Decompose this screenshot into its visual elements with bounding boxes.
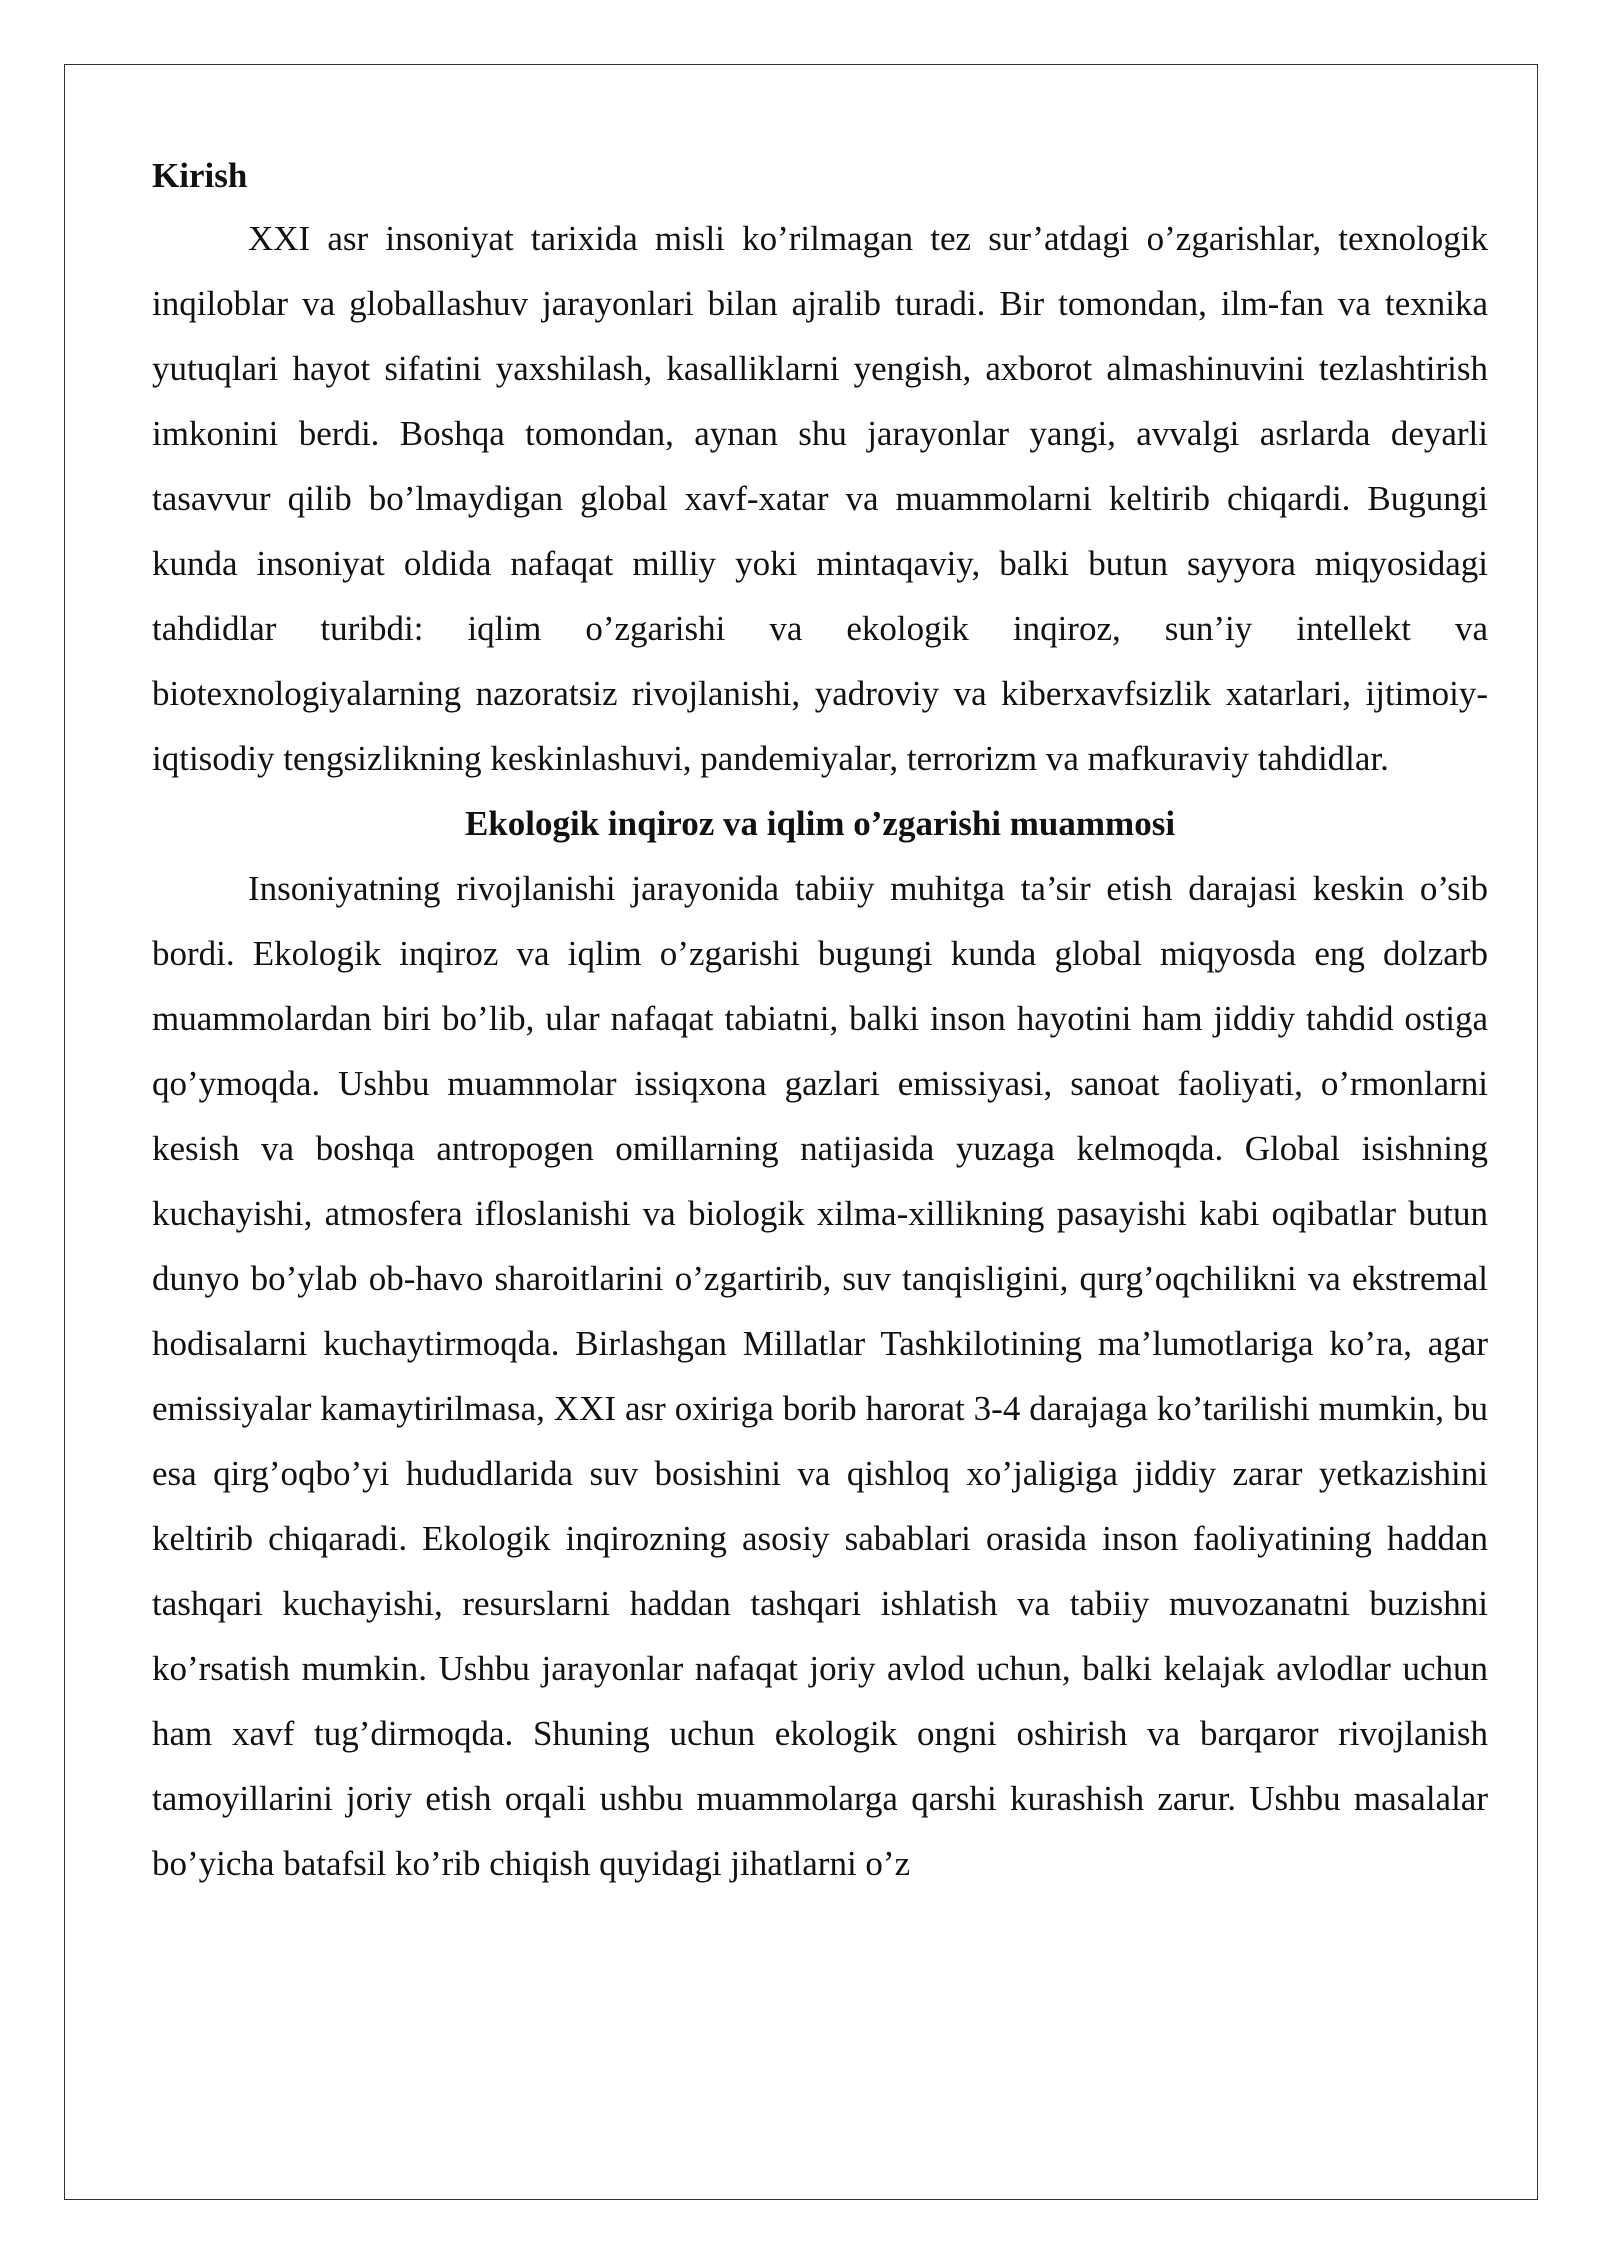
section-paragraph: Insoniyatning rivojlanishi jarayonida tabiiy muhitga ta’sir etish darajasi keskin o’sib bordi. Ekologik inqiroz va iqlim o’zgarishi bugungi kunda global miqyosda eng dolzarb muammolardan biri bo’lib, ular nafaqat tabiatni, balki inson hayotini ham jiddiy tahdid ostiga qo’ymoqda. Ushbu muammolar issiqxona gazlari emissiyasi, sanoat faoliyati, o’rmonlarni kesish va boshqa antropogen omillarning natijasida yuzaga kelmoqda. Global isishning kuchayishi, atmosfera ifloslanishi va biologik xilma-xillikning pasayishi kabi oqibatlar butun dunyo bo’ylab ob-havo sharoitlarini o’zgartirib, suv tanqisligini, qurg’oqchilikni va ekstremal hodisalarni kuchaytirmoqda. Birlashgan Millatlar Tashkilotining ma’lumotlariga ko’ra, agar emissiyalar kamaytirilmasa, XXI asr oxiriga borib harorat 3-4 darajaga ko’tarilishi mumkin, bu esa qirg’oqbo’yi hududlarida suv bosishini va qishloq xo’jaligiga jiddiy zarar yetkazishini keltirib chiqaradi. Ekologik inqirozning asosiy sabablari orasida inson faoliyatining haddan tashqari kuchayishi, resurslarni haddan tashqari ishlatish va tabiiy muvozanatni buzishni ko’rsatish mumkin. Ushbu jarayonlar nafaqat joriy avlod uchun, balki kelajak avlodlar uchun ham xavf tug’dirmoqda. Shuning uchun ekologik ongni oshirish va barqaror rivojlanish tamoyillarini joriy etish orqali ushbu muammolarga qarshi kurashish zarur. Ushbu masalalar bo’yicha batafsil ko’rib chiqish quyidagi jihatlarni o’z: [152, 869, 1488, 1883]
intro-heading: Kirish: [152, 156, 248, 195]
section-heading: Ekologik inqiroz va iqlim o’zgarishi muammosi: [464, 804, 1176, 843]
intro-paragraph: XXI asr insoniyat tarixida misli ko’rilmagan tez sur’atdagi o’zgarishlar, texnologik inqiloblar va globallashuv jarayonlari bilan ajralib turadi. Bir tomondan, ilm-fan va texnika yutuqlari hayot sifatini yaxshilash, kasalliklarni yengish, axborot almashinuvini tezlashtirish imkonini berdi. Boshqa tomondan, aynan shu jarayonlar yangi, avvalgi asrlarda deyarli tasavvur qilib bo’lmaydigan global xavf-xatar va muammolarni keltirib chiqardi. Bugungi kunda insoniyat oldida nafaqat milliy yoki mintaqaviy, balki butun sayyora miqyosidagi tahdidlar turibdi: iqlim o’zgarishi va ekologik inqiroz, sun’iy intellekt va biotexnologiyalarning nazoratsiz rivojlanishi, yadroviy va kiberxavfsizlik xatarlari, ijtimoiy-iqtisodiy tengsizlikning keskinlashuvi, pandemiyalar, terrorizm va mafkuraviy tahdidlar.: [152, 219, 1488, 778]
document-body: [152, 146, 1488, 1896]
